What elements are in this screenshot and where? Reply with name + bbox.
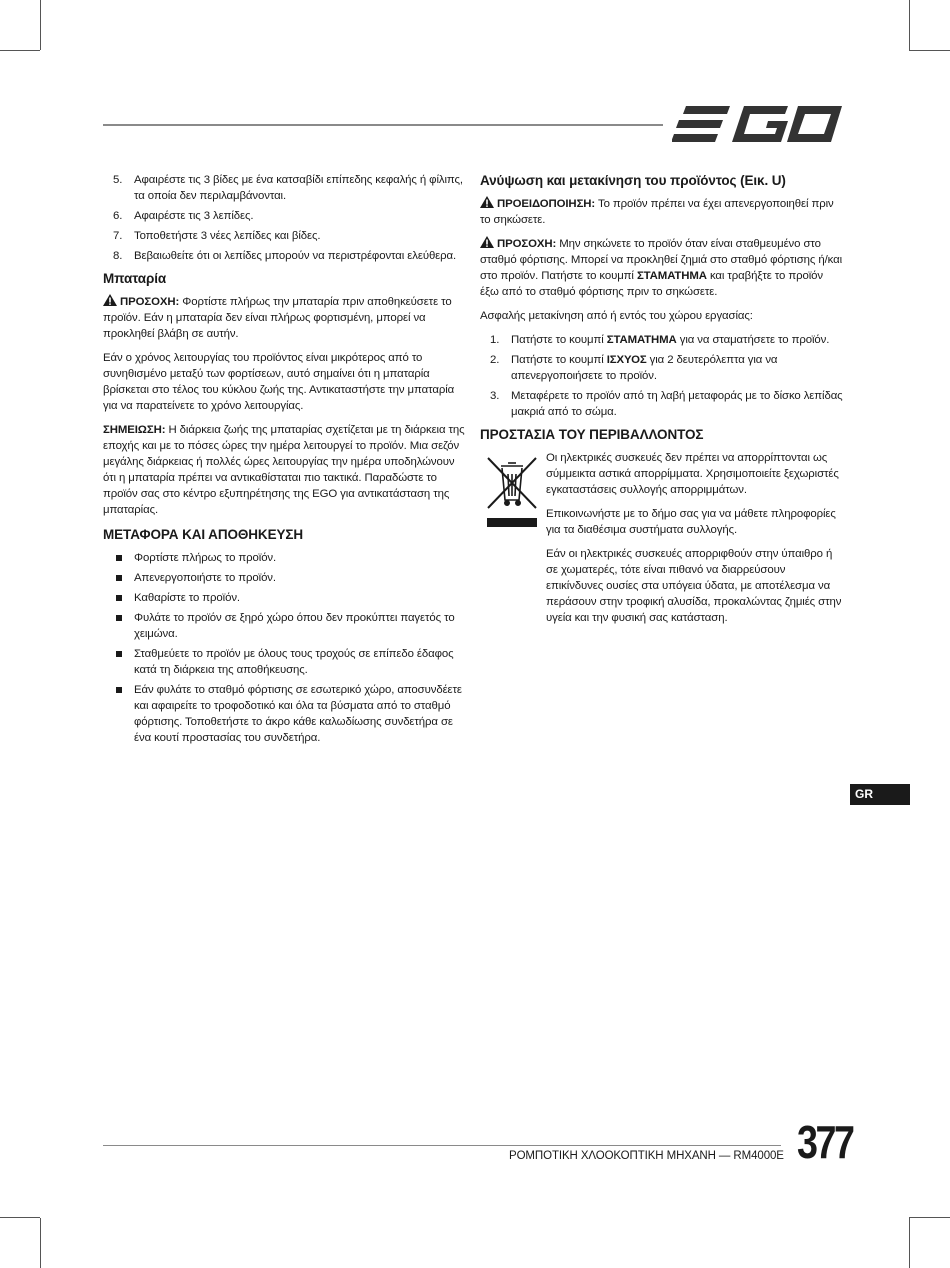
crop-mark	[909, 1218, 910, 1268]
warning-triangle-icon	[103, 294, 117, 306]
list-item: 5. Αφαιρέστε τις 3 βίδες με ένα κατσαβίδι επίπεδης κεφαλής ή φίλιπς, τα οποία δεν περιλαμβάνονται.	[113, 174, 463, 202]
header-rule	[103, 124, 663, 126]
crop-mark	[0, 50, 40, 51]
battery-paragraph: Εάν ο χρόνος λειτουργίας του προϊόντος είναι μικρότερος από το συνηθισμένο μεταξύ των φορτίσεων, αυτό σημαίνει ότι η μπαταρία βρίσκεται στο τέλος του κύκλου ζωής της. Αντικαταστήστε την μπαταρία για να παρατείνετε το χρόνο λειτουργίας.	[103, 352, 455, 412]
lift-heading: Ανύψωση και μετακίνηση του προϊόντος (Εικ. U)	[480, 173, 786, 188]
battery-caution: ΠΡΟΣΟΧΗ: Φορτίστε πλήρως την μπαταρία πριν αποθηκεύσετε το προϊόν. Εάν η μπαταρία δεν είναι πλήρως φορτισμένη, μπορεί να προκληθεί βλάβη σε αυτήν.	[103, 296, 452, 340]
list-item: Φορτίστε πλήρως το προϊόν.	[103, 550, 467, 566]
crop-mark	[0, 1217, 40, 1218]
warning-triangle-icon	[480, 236, 494, 248]
ego-logo	[672, 102, 844, 146]
list-item: 7. Τοποθετήστε 3 νέες λεπίδες και βίδες.	[113, 230, 321, 242]
page-number: 377	[797, 1116, 853, 1168]
list-item: Καθαρίστε το προϊόν.	[103, 590, 467, 606]
list-item: Απενεργοποιήστε το προϊόν.	[103, 570, 467, 586]
blade-steps-list	[103, 172, 467, 264]
list-item: Εάν φυλάτε το σταθμό φόρτισης σε εσωτερικό χώρο, αποσυνδέετε και αφαιρείτε το τροφοδοτικό και όλα τα βύσματα από το σταθμό φόρτισης. Τοποθετήστε το άκρο κάθε καλωδίωσης συνδετήρα σε ένα κουτί προστασίας του συνδετήρα.	[103, 682, 467, 746]
storage-list	[103, 550, 467, 746]
warning-triangle-icon	[480, 196, 494, 208]
environment-paragraph: Οι ηλεκτρικές συσκευές δεν πρέπει να απορρίπτονται ως σύμμεικτα αστικά απορρίμματα. Χρησιμοποιείτε ξεχωριστές εγκαταστάσεις συλλογής απορριμμάτων.	[546, 452, 839, 496]
footer-title: ΡΟΜΠΟΤΙΚΗ ΧΛΟΟΚΟΠΤΙΚΗ ΜΗΧΑΝΗ — RM4000E	[509, 1150, 784, 1162]
environment-text	[546, 450, 844, 634]
lift-warning: ΠΡΟΕΙΔΟΠΟΙΗΣΗ: Το προϊόν πρέπει να έχει απενεργοποιηθεί πριν το σηκώσετε.	[480, 198, 834, 226]
lift-caution: ΠΡΟΣΟΧΗ: Μην σηκώνετε το προϊόν όταν είναι σταθμευμένο στο σταθμό φόρτισης. Μπορεί να προκληθεί ζημιά στο σταθμό φόρτισης ή/και στο προϊόν. Πατήστε το κουμπί ΣΤΑΜΑΤΗΜΑ και τραβήξτε το προϊόν έξω από το σταθμό φόρτισης πριν το σηκώσετε.	[480, 238, 843, 298]
crop-mark	[909, 0, 910, 50]
list-item: Σταθμεύετε το προϊόν με όλους τους τροχούς σε επίπεδο έδαφος κατά τη διάρκεια της αποθήκευσης.	[103, 646, 467, 678]
environment-paragraph: Εάν οι ηλεκτρικές συσκευές απορριφθούν στην ύπαιθρο ή σε χωματερές, τότε είναι πιθανό να διαρρεύσουν επικίνδυνες ουσίες στα υπόγεια ύδατα, με αποτέλεσμα να περάσουν στην τροφική αλυσίδα, προκαλώντας ζημιές στην υγεία και την φυσική σας κατάσταση.	[546, 548, 842, 624]
environment-section	[480, 450, 844, 634]
move-steps-list	[480, 332, 844, 420]
environment-paragraph: Επικοινωνήστε με το δήμο σας για να μάθετε πληροφορίες για τα διαθέσιμα συστήματα συλλογής.	[546, 508, 836, 536]
environment-heading: ΠΡΟΣΤΑΣΙΑ ΤΟΥ ΠΕΡΙΒΑΛΛΟΝΤΟΣ	[480, 427, 704, 442]
left-column	[103, 172, 467, 750]
battery-heading: Μπαταρία	[103, 271, 167, 286]
crop-mark	[40, 0, 41, 50]
storage-heading: ΜΕΤΑΦΟΡΑ ΚΑΙ ΑΠΟΘΗΚΕΥΣΗ	[103, 527, 304, 542]
list-item: 6. Αφαιρέστε τις 3 λεπίδες.	[113, 210, 254, 222]
footer-rule	[103, 1145, 781, 1146]
safe-move-intro: Ασφαλής μετακίνηση από ή εντός του χώρου εργασίας:	[480, 310, 753, 322]
crossed-out-wheelie-bin-icon	[484, 452, 540, 532]
battery-note: ΣΗΜΕΙΩΣΗ: Η διάρκεια ζωής της μπαταρίας σχετίζεται με τη διάρκεια της εποχής και με το πόσες ώρες την ημέρα λειτουργεί το προϊόν. Μια σεζόν μεγάλης διάρκειας ή πολλές ώρες λειτουργίας την ημέρα υποδηλώνουν ότι η μπαταρία πρέπει να αντικαθίσταται πιο τακτικά. Παραδώστε το προϊόν σας στο κέντρο εξυπηρέτησης της EGO για αντικατάσταση της μπαταρίας.	[103, 424, 465, 516]
crop-mark	[40, 1218, 41, 1268]
list-item: 2. Πατήστε το κουμπί ΙΣΧΥΟΣ για 2 δευτερόλεπτα για να απενεργοποιήσετε το προϊόν.	[490, 354, 778, 382]
crop-mark	[909, 50, 950, 51]
list-item: Φυλάτε το προϊόν σε ξηρό χώρο όπου δεν προκύπτει παγετός το χειμώνα.	[103, 610, 467, 642]
list-item: 3. Μεταφέρετε το προϊόν από τη λαβή μεταφοράς με το δίσκο λεπίδας μακριά από το σώμα.	[490, 390, 843, 418]
crop-mark	[909, 1217, 950, 1218]
right-column	[480, 172, 844, 634]
language-tab: GR	[850, 784, 910, 805]
list-item: 8. Βεβαιωθείτε ότι οι λεπίδες μπορούν να περιστρέφονται ελεύθερα.	[113, 250, 457, 262]
list-item: 1. Πατήστε το κουμπί ΣΤΑΜΑΤΗΜΑ για να σταματήσετε το προϊόν.	[490, 334, 830, 346]
